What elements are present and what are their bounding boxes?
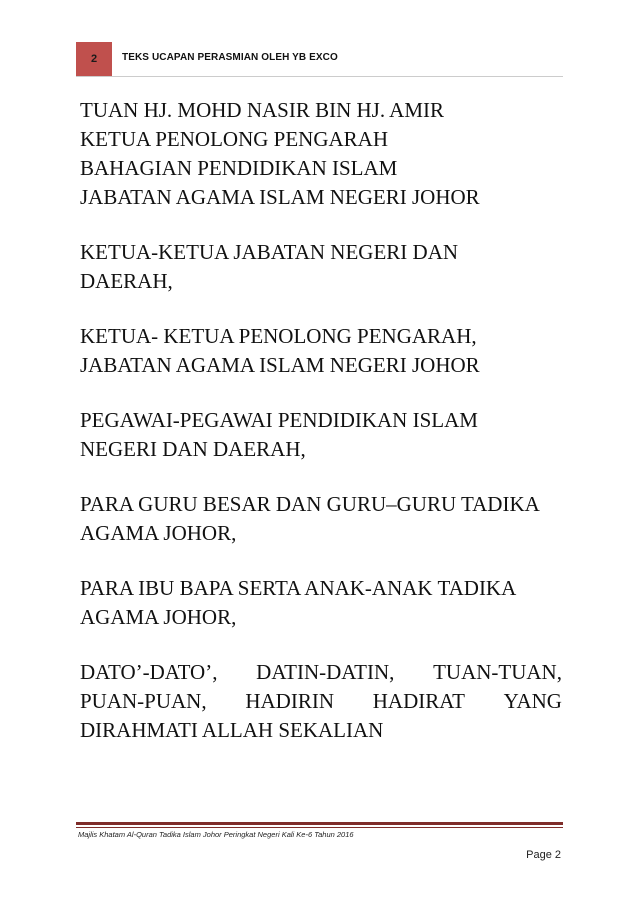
page-label: Page 2 [526, 849, 561, 861]
footer-rule-thin [76, 827, 563, 828]
text-line: TUAN HJ. MOHD NASIR BIN HJ. AMIR [80, 98, 445, 122]
text-word: DATO’-DATO’, [80, 660, 218, 684]
text-line: AGAMA JOHOR, [80, 605, 237, 629]
justified-line [80, 687, 562, 716]
page-number: 2 [90, 53, 98, 65]
text-word: HADIRIN [245, 689, 334, 713]
document-body [80, 96, 562, 771]
addressee-paragraph [80, 96, 562, 212]
text-line: DAERAH, [80, 269, 173, 293]
text-line: DIRAHMATI ALLAH SEKALIAN [80, 718, 384, 742]
text-word: TUAN-TUAN, [433, 660, 562, 684]
text-line: BAHAGIAN PENDIDIKAN ISLAM [80, 156, 398, 180]
text-line: KETUA-KETUA JABATAN NEGERI DAN [80, 240, 459, 264]
document-header-title: TEKS UCAPAN PERASMIAN OLEH YB EXCO [122, 52, 338, 63]
text-word: DATIN-DATIN, [256, 660, 395, 684]
text-word: YANG [503, 689, 562, 713]
text-line: PARA IBU BAPA SERTA ANAK-ANAK TADIKA [80, 576, 517, 600]
justified-line [80, 658, 562, 687]
text-word: PUAN-PUAN, [80, 689, 207, 713]
footer-text: Majlis Khatam Al-Quran Tadika Islam Johor Peringkat Negeri Kali Ke-6 Tahun 2016 [78, 830, 354, 839]
text-line: AGAMA JOHOR, [80, 521, 237, 545]
closing-paragraph [80, 658, 562, 745]
page-number-box [76, 42, 112, 76]
text-word: HADIRAT [372, 689, 465, 713]
addressee-paragraph [80, 574, 562, 632]
text-line: PEGAWAI-PEGAWAI PENDIDIKAN ISLAM [80, 408, 478, 432]
addressee-paragraph [80, 490, 562, 548]
text-line: KETUA PENOLONG PENGARAH [80, 127, 388, 151]
footer-rule-thick [76, 822, 563, 825]
header-rule [76, 76, 563, 77]
addressee-paragraph [80, 406, 562, 464]
addressee-paragraph [80, 238, 562, 296]
text-line: KETUA- KETUA PENOLONG PENGARAH, [80, 324, 477, 348]
addressee-paragraph [80, 322, 562, 380]
text-line: PARA GURU BESAR DAN GURU–GURU TADIKA [80, 492, 540, 516]
text-line: NEGERI DAN DAERAH, [80, 437, 306, 461]
text-line: JABATAN AGAMA ISLAM NEGERI JOHOR [80, 353, 480, 377]
text-line: JABATAN AGAMA ISLAM NEGERI JOHOR [80, 185, 480, 209]
